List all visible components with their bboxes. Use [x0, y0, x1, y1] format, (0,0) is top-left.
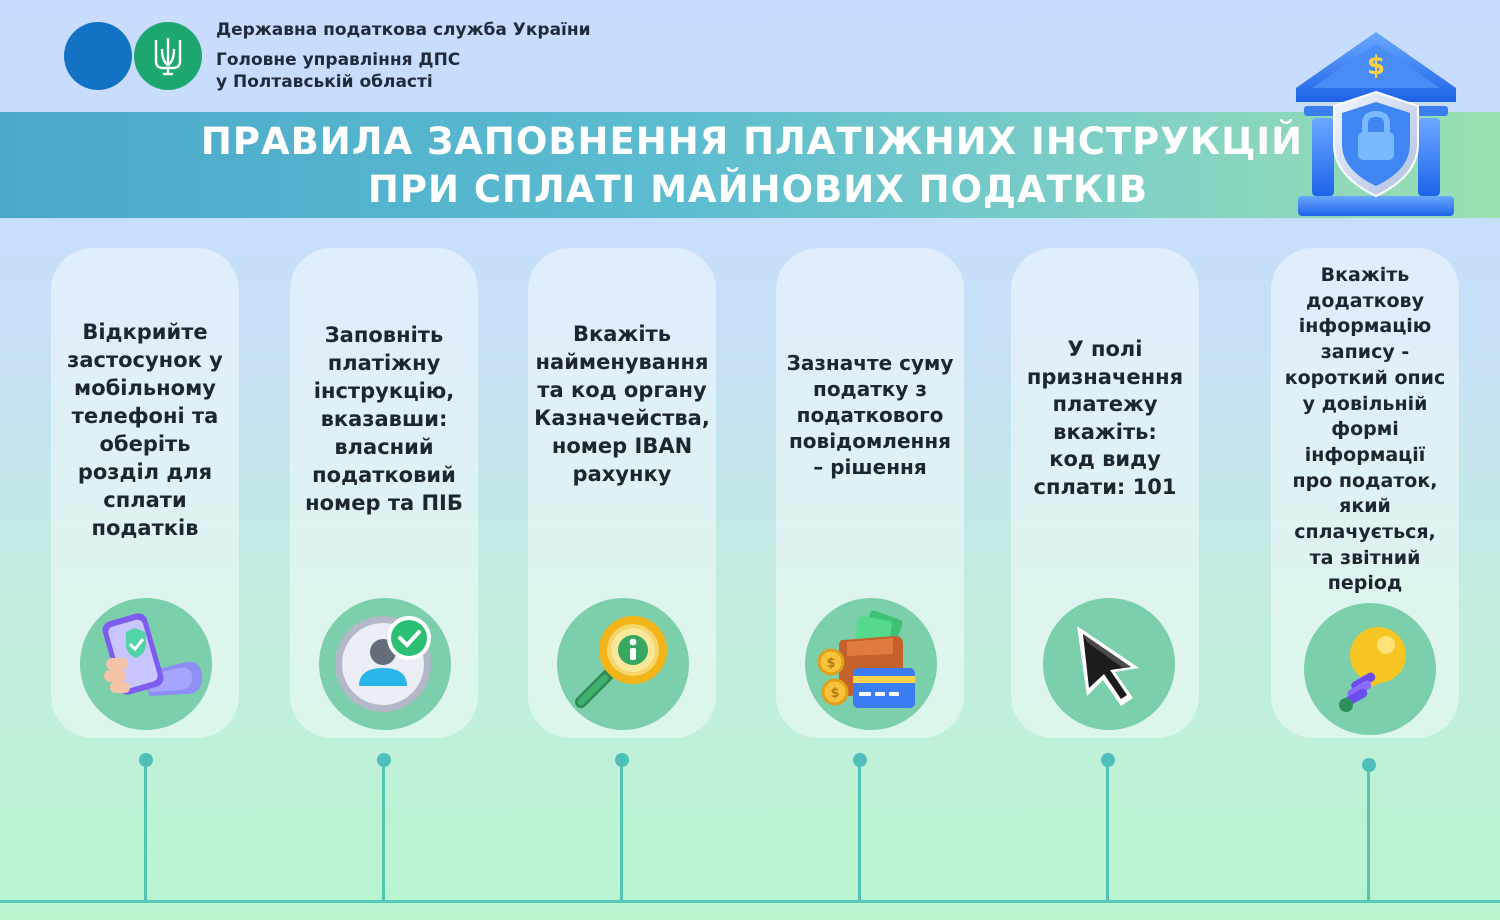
timeline-connector-6 [1367, 771, 1370, 900]
step-card-6 [1271, 248, 1459, 738]
timeline-baseline [0, 900, 1500, 903]
step-text-line: застосунок у [67, 348, 223, 372]
step-text-line: – рішення [813, 455, 927, 479]
step-text-line: Вкажіть [573, 322, 671, 346]
step-1-icon-circle [80, 598, 212, 730]
step-text-line: мобільному [74, 376, 216, 400]
step-4-icon-circle [805, 598, 937, 730]
dps-logo-blue-circle [64, 22, 132, 90]
step-text-line: номер та ПІБ [305, 491, 463, 515]
step-text-line: інформації [1304, 443, 1426, 466]
step-4-text [776, 350, 964, 480]
step-6-text [1271, 263, 1459, 597]
step-text-line: повідомлення [788, 429, 951, 453]
step-card-5 [1011, 248, 1199, 738]
org-region: у Полтавській області [216, 72, 433, 92]
step-text-line: найменування [535, 350, 709, 374]
step-1-text [51, 318, 239, 542]
timeline-connector-2 [382, 766, 385, 900]
step-text-line: податків [91, 516, 199, 540]
step-text-line: податку з [813, 377, 927, 401]
step-2-text [290, 321, 478, 517]
magnifier-info-icon [557, 598, 689, 730]
user-check-icon [319, 598, 451, 730]
step-text-line: сплати [103, 488, 187, 512]
step-text-line: податкового [796, 403, 944, 427]
step-text-line: інструкцію, [313, 379, 455, 403]
step-text-line: телефоні та [71, 404, 219, 428]
step-text-line: Зазначте суму [786, 351, 954, 375]
step-text-line: номер IBAN [551, 434, 693, 458]
step-text-line: код виду [1049, 447, 1161, 471]
step-text-line: власний [334, 435, 434, 459]
step-text-line: платежу [1052, 392, 1158, 416]
step-card-2 [290, 248, 478, 738]
step-5-icon-circle [1043, 598, 1175, 730]
step-text-line: рахунку [572, 462, 672, 486]
org-name: Державна податкова служба України [216, 20, 591, 40]
svg-text:$: $ [826, 656, 836, 671]
header [0, 0, 1500, 112]
step-text-line: період [1327, 572, 1403, 595]
step-text-line: про податок, [1292, 469, 1438, 492]
trident-icon [151, 35, 185, 77]
step-5-text [1011, 336, 1199, 501]
step-text-line: Вкажіть [1320, 264, 1410, 286]
step-text-line: який [1339, 495, 1391, 518]
step-text-line: Відкрийте [82, 320, 208, 344]
wallet-money-icon [805, 598, 937, 730]
timeline-connector-5 [1106, 766, 1109, 900]
step-text-line: У полі [1067, 337, 1143, 361]
bank-dollar-sign: $ [1366, 51, 1386, 81]
step-text-line: сплачується, [1294, 521, 1436, 544]
timeline-dot-2 [377, 753, 391, 767]
step-text-line: та код органу [537, 378, 707, 402]
step-text-line: вкажіть: [1053, 419, 1157, 444]
step-text-line: розділ для [77, 460, 213, 484]
step-text-line: інформацію [1298, 315, 1432, 338]
step-card-4 [776, 248, 964, 738]
step-3-text [528, 320, 716, 488]
page-title-line-2: ПРИ СПЛАТІ МАЙНОВИХ ПОДАТКІВ [367, 168, 1149, 211]
step-6-icon-circle [1304, 603, 1436, 735]
step-text-line: додаткову [1306, 289, 1424, 312]
step-2-icon-circle [319, 598, 451, 730]
light-bulb-icon [1304, 603, 1436, 735]
timeline-dot-3 [615, 753, 629, 767]
timeline-dot-5 [1101, 753, 1115, 767]
step-text-line: податковий [312, 463, 456, 487]
step-3-icon-circle [557, 598, 689, 730]
step-text-line: Казначейства, [534, 406, 710, 430]
page-title-line-1: ПРАВИЛА ЗАПОВНЕННЯ ПЛАТІЖНИХ ІНСТРУКЦІЙ [200, 120, 1304, 163]
step-card-3 [528, 248, 716, 738]
step-text-line: короткий опис [1284, 366, 1446, 389]
step-text-line: формі [1331, 418, 1399, 441]
step-text-line: вказавши: [320, 407, 448, 431]
timeline-connector-4 [858, 766, 861, 900]
phone-in-hand-icon [80, 598, 212, 730]
step-text-line: Заповніть [324, 323, 444, 347]
step-text-line: платіжну [327, 351, 441, 375]
timeline-connector-1 [144, 766, 147, 900]
timeline-connector-3 [620, 766, 623, 900]
step-text-line: запису - [1320, 341, 1410, 364]
step-text-line: у довільній [1302, 392, 1428, 415]
timeline-dot-1 [139, 753, 153, 767]
step-text-line: та звітний [1309, 546, 1421, 569]
step-text-line: сплати: 101 [1033, 474, 1177, 499]
step-card-1 [51, 248, 239, 738]
step-text-line: оберіть [99, 432, 191, 456]
org-department: Головне управління ДПС [216, 50, 461, 70]
dps-logo-green-circle [134, 22, 202, 90]
bank-shield-icon [1290, 26, 1462, 222]
cursor-arrow-icon [1043, 598, 1175, 730]
svg-text:$: $ [830, 686, 840, 701]
timeline-dot-4 [853, 753, 867, 767]
step-text-line: призначення [1026, 364, 1184, 389]
timeline-dot-6 [1362, 758, 1376, 772]
